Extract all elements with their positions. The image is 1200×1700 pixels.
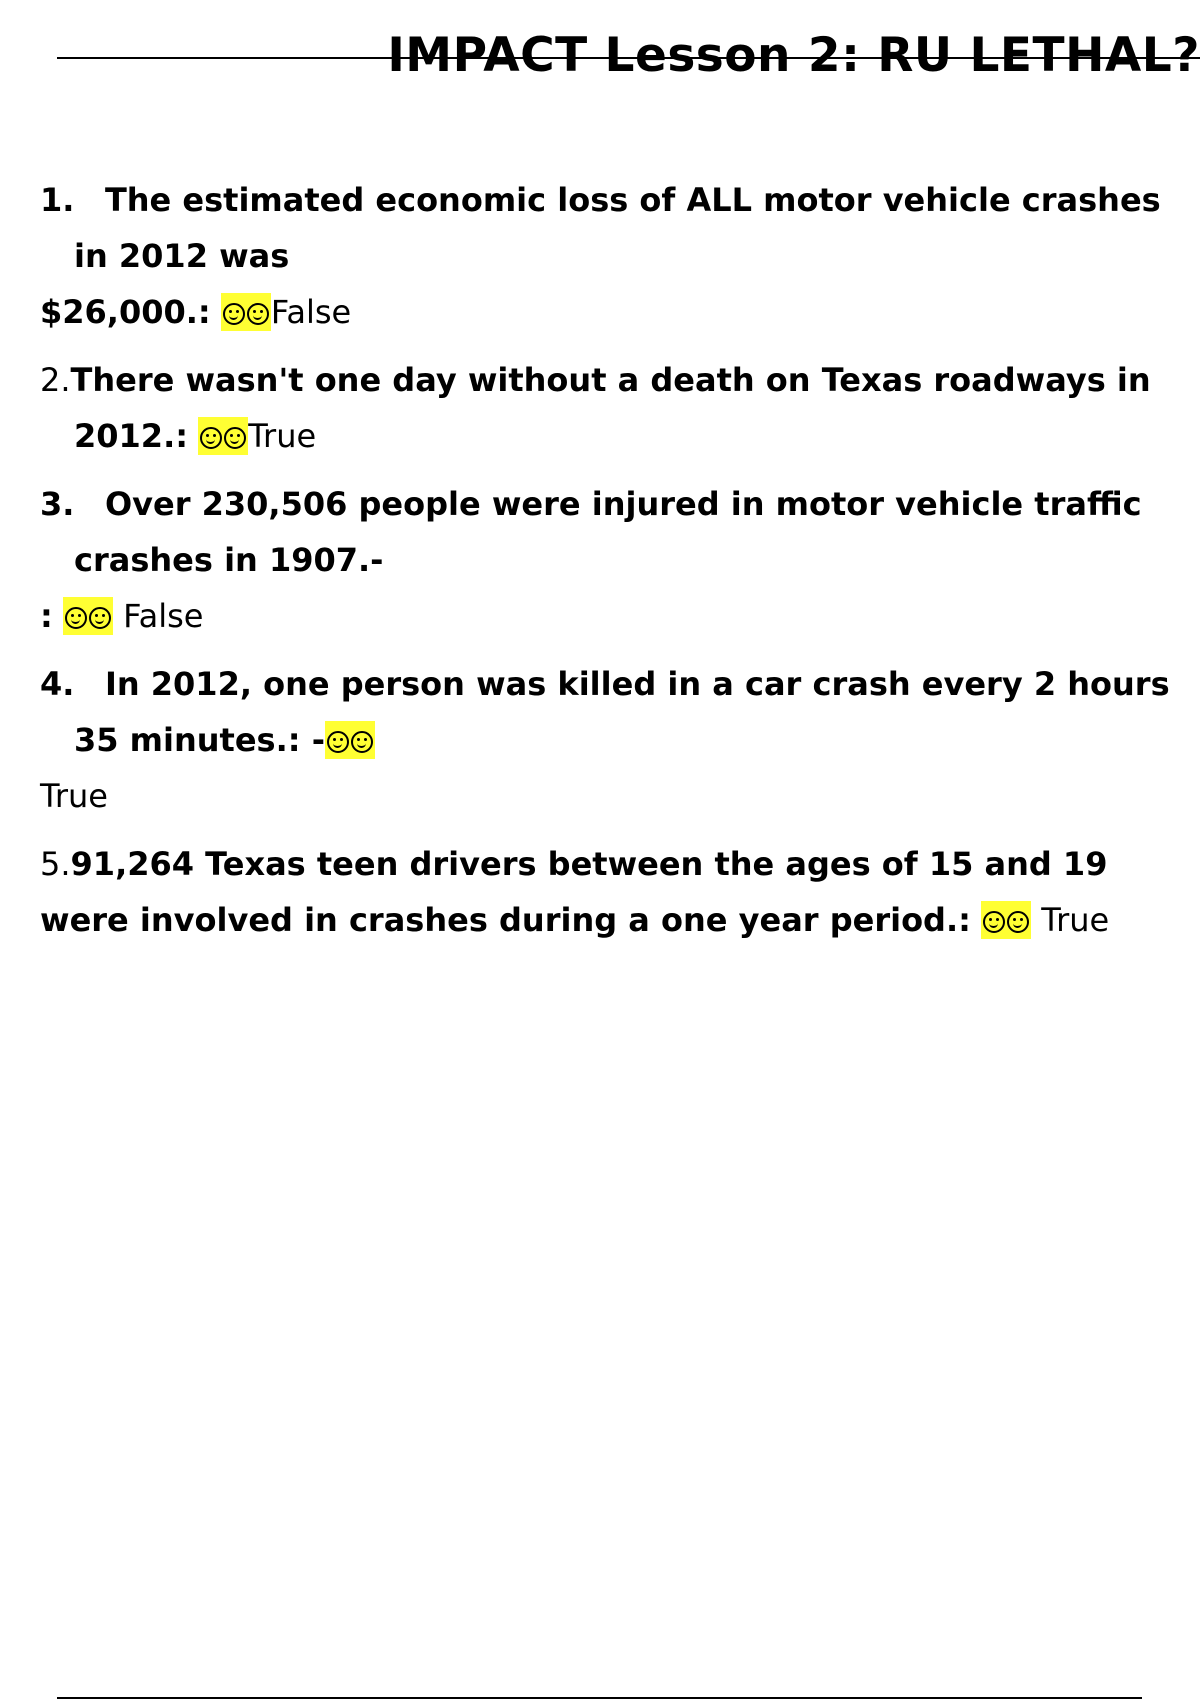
question-text: 91,264 Texas teen drivers between the ages of 15 and 19	[70, 845, 1108, 883]
question-3	[40, 476, 1170, 644]
double-smiley-icon	[198, 417, 248, 455]
answer-text: False	[123, 597, 204, 635]
question-text-cont: were involved in crashes during a one year period.:	[40, 901, 971, 939]
question-number: 3.	[40, 485, 75, 523]
footer-rule	[57, 1697, 1142, 1699]
question-number: 2.	[40, 361, 71, 399]
answer-text: False	[270, 293, 352, 331]
question-5	[40, 836, 1170, 948]
double-smiley-icon	[221, 293, 271, 331]
question-text-cont: $26,000.:	[40, 293, 211, 331]
question-text: In 2012, one person was killed in a car crash every 2 hours	[104, 665, 1170, 703]
answer-text: True	[1041, 901, 1110, 939]
double-smiley-icon	[325, 721, 375, 759]
answer-text: True	[40, 777, 108, 815]
question-number: 5.	[40, 845, 71, 883]
double-smiley-icon	[63, 597, 113, 635]
question-text: Over 230,506 people were injured in motor vehicle traffic	[104, 485, 1142, 523]
question-text-cont: 2012.:	[74, 417, 189, 455]
question-1	[40, 172, 1170, 340]
question-text: There wasn't one day without a death on Texas roadways in	[70, 361, 1151, 399]
double-smiley-icon	[981, 901, 1031, 939]
page-title: IMPACT Lesson 2: RU LETHAL?	[387, 28, 1200, 83]
question-text-cont: :	[40, 597, 53, 635]
quiz-content	[40, 172, 1170, 960]
question-text-cont: 35 minutes.: -	[74, 721, 325, 759]
question-text-cont: crashes in 1907.-	[74, 541, 384, 579]
question-number: 4.	[40, 665, 75, 703]
question-text-cont: in 2012 was	[74, 237, 290, 275]
question-2	[40, 352, 1170, 464]
answer-text: True	[248, 417, 317, 455]
question-text: The estimated economic loss of ALL motor vehicle crashes	[104, 181, 1161, 219]
question-4	[40, 656, 1170, 824]
question-number: 1.	[40, 181, 75, 219]
